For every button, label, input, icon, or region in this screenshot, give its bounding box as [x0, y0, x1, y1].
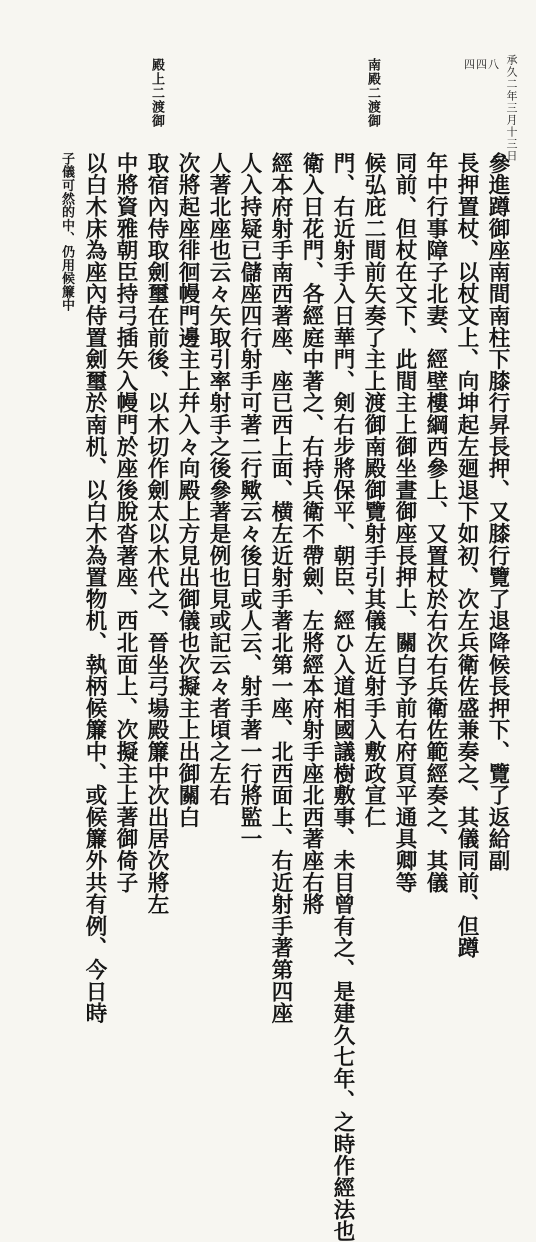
text-column-8: 經本府射手南西著座、座已西上面、横左近射手著北第一座、北西面上、右近射手著第四座: [268, 152, 293, 1024]
marginal-heading-nanden: 南殿二渡御: [365, 58, 380, 128]
text-column-11: 次將起座徘徊幔門邊主上幷入々向殿上方見出御儀也次擬主上出御關白: [175, 152, 200, 828]
marginal-heading-denjo: 殿上二渡御: [149, 58, 164, 128]
text-column-7: 衛入日花門、各經庭中著之、右持兵衛不帶劍、左將經本府射手座北西著座右將: [299, 152, 324, 915]
text-column-1: 參進蹲御座南間南柱下膝行昇長押、又膝行覽了退降候長押下、覽了返給副: [485, 152, 510, 872]
running-header: 承久二年三月十三日: [505, 54, 518, 162]
text-column-2: 長押置杖、以杖文上、向坤起左廻退下如初、次左兵衛佐盛兼奏之、其儀同前、但蹲: [454, 152, 479, 959]
text-column-13: 中將資雅朝臣持弓插矢入幔門於座後脫沓著座、西北面上、次擬主上著御倚子: [113, 152, 138, 894]
text-column-10: 人著北座也云々矢取引率射手之後參著是例也見或記云々者頃之左右: [206, 152, 231, 806]
text-column-3: 年中行事障子北妻、經壁樓綱西參上、又置杖於右次右兵衛佐範經奏之、其儀: [423, 152, 448, 894]
page-number: 四四八: [464, 58, 500, 71]
text-column-6: 門、右近射手入日華門、剣右步將保平、朝臣、經ひ入道相國議樹敷事、未目曾有之、是建久七年、之時作經法也: [330, 152, 355, 1242]
text-column-4: 同前、但杖在文下、此間主上御坐晝御座長押上、關白予前右府頁平通具卿等: [392, 152, 417, 894]
text-column-14: 以白木床為座內侍置劍璽於南机、以白木為置物机、執柄候簾中、或候簾外共有例、今日時: [82, 152, 107, 1024]
text-column-15: 子儀可然的中、仍用候簾中: [59, 152, 74, 312]
text-column-5: 候弘庇二間前矢奏了主上渡御南殿御覽射手引其儀左近射手入敷政宣仁: [361, 152, 386, 828]
text-column-9: 人入持疑已儲座四行射手可著二行歟云々後日或人云、射手著一行將監一: [237, 152, 262, 850]
text-column-12: 取宿內侍取劍璽在前後、以木切作劍太以木代之、晉坐弓場殿簾中次出居次將左: [144, 152, 169, 915]
